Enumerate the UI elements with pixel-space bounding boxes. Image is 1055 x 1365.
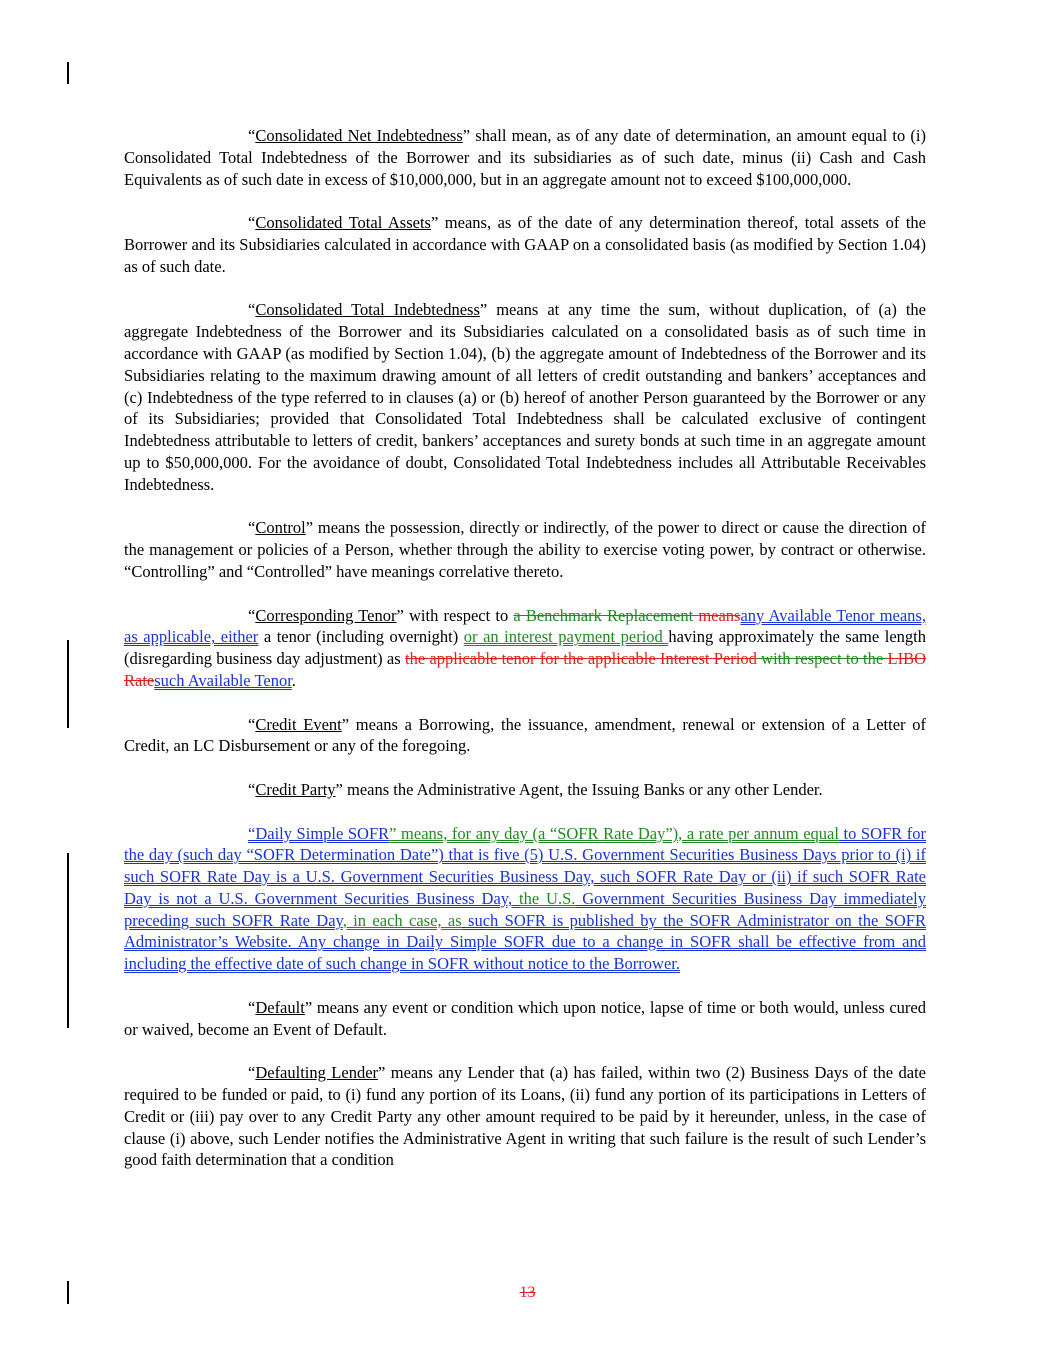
defined-term: Corresponding Tenor bbox=[255, 605, 397, 625]
text-segment: a tenor (including overnight) bbox=[258, 627, 464, 647]
definition-body: ” means at any time the sum, without duplication, of (a) the aggregate Indebtedness of the Borrower and its Subsidiaries calculated on a consolidated basis as of such time in accordance with GAAP (as modified by Section 1.04), (b) the aggregate amount of Indebtedness of the Borrower and its Subsidiaries relating to the maximum drawing amount of all letters of credit outstanding and bankers’ acceptances and (c) Indebtedness of the type referred to in clauses (a) or (b) hereof of another Person guaranteed by the Borrower or any of its Subsidiaries; provided that Consolidated Total Indebtedness shall be calculated exclusive of contingent Indebtedness attributable to letters of credit, bankers’ acceptances and surety bonds at such time in an aggregate amount up to $50,000,000. For the avoidance of doubt, Consolidated Total Indebtedness includes all Attributable Receivables Indebtedness. bbox=[124, 300, 926, 494]
quote-open: “ bbox=[248, 714, 256, 734]
quote-open: “ bbox=[248, 518, 256, 538]
inserted-text: such SOFR is published by the SOFR Administrator on the SOFR Administrator’s Website. Any change in Daily Simple SOFR due to a change in SOFR shall be effective from and including the effective date of such change in SOFR without notice to the Borrower. bbox=[124, 910, 926, 974]
quote-open: “ bbox=[248, 1063, 256, 1083]
text-segment: having approximately the same length (disregarding business day adjustment) as bbox=[124, 627, 926, 669]
definition-consolidated-net-indebtedness bbox=[124, 125, 926, 190]
change-bar-daily-simple-sofr bbox=[67, 853, 69, 1028]
defined-term: Consolidated Total Indebtedness bbox=[255, 300, 480, 320]
definition-body: ” means any Lender that (a) has failed, within two (2) Business Days of the date required to be funded or paid, to (i) fund any portion of its Loans, (ii) fund any portion of its participations in Letters of Credit or (iii) pay over to any Credit Party any other amount required to be paid by it hereunder, unless, in the case of clause (i) above, such Lender notifies the Administrative Agent in writing that such failure is the result of such Lender’s good faith determination that a condition bbox=[124, 1063, 926, 1170]
defined-term: Credit Event bbox=[255, 714, 342, 734]
definition-consolidated-total-assets bbox=[124, 212, 926, 277]
defined-term: Consolidated Total Assets bbox=[255, 213, 431, 233]
text-segment: ” with respect to bbox=[396, 605, 514, 625]
inserted-text: the U.S. bbox=[518, 888, 576, 908]
defined-term: Control bbox=[255, 518, 306, 538]
page-number: 13 bbox=[519, 1284, 536, 1301]
inserted-text: Government Securities Business Day immediately preceding such SOFR Rate Day bbox=[124, 888, 926, 930]
quote-open: “ bbox=[248, 779, 256, 799]
definition-control bbox=[124, 517, 926, 582]
definition-body: ” means any event or condition which upon notice, lapse of time or both would, unless cured or waived, become an Event of Default. bbox=[124, 997, 926, 1039]
quote-open: “ bbox=[248, 300, 256, 320]
definition-body: ” shall mean, as of any date of determination, an amount equal to (i) Consolidated Total Indebtedness of the Borrower and its subsidiaries as of such date, minus (ii) Cash and Cash Equivalents as of such date in excess of $10,000,000, but in an aggregate amount not to exceed $100,000,000. bbox=[124, 126, 926, 189]
inserted-text: to SOFR for the day (such day “SOFR Determination Date”) that is five (5) U.S. Government Securities Business Days prior to (i) if such SOFR Rate Day is a U.S. Government Securities Business Day, such SOFR Rate Day or (ii) if such SOFR Rate Day is not a U.S. Government Securities Business Day, bbox=[124, 823, 926, 908]
change-bar-top bbox=[67, 62, 69, 84]
definition-credit-party bbox=[124, 779, 926, 801]
quote-open: “ bbox=[248, 605, 256, 625]
definition-body: ” means the Administrative Agent, the Issuing Banks or any other Lender. bbox=[335, 779, 823, 799]
definition-credit-event bbox=[124, 714, 926, 758]
inserted-text: ” means, for any day (a “SOFR Rate Day”), a rate per annum equal bbox=[389, 823, 839, 843]
body-text bbox=[124, 125, 926, 1193]
deleted-text: a Benchmark Replacement bbox=[513, 605, 699, 625]
quote-open: “ bbox=[248, 213, 256, 233]
definition-default bbox=[124, 997, 926, 1041]
inserted-text: “Daily Simple SOFR bbox=[248, 823, 390, 843]
defined-term: Credit Party bbox=[255, 779, 336, 799]
definition-defaulting-lender bbox=[124, 1062, 926, 1171]
definition-body: ” means a Borrowing, the issuance, amendment, renewal or extension of a Letter of Credit, an LC Disbursement or any of the foregoing. bbox=[124, 714, 926, 756]
quote-open: “ bbox=[248, 997, 256, 1017]
text-segment: . bbox=[291, 670, 296, 690]
inserted-text: or an interest payment period bbox=[463, 627, 669, 647]
definition-body: ” means the possession, directly or indirectly, of the power to direct or cause the direction of the management or policies of a Person, whether through the ability to exercise voting power, by contract or otherwise. “Controlling” and “Controlled” have meanings correlative thereto. bbox=[124, 518, 926, 581]
inserted-text: , in each case, as bbox=[342, 910, 462, 930]
deleted-text: LIBO Rate bbox=[124, 649, 927, 690]
quote-open: “ bbox=[248, 126, 256, 145]
deleted-text: with respect to the bbox=[756, 649, 888, 669]
inserted-text: any Available Tenor means, as applicable, either bbox=[124, 605, 926, 647]
deleted-text: the applicable tenor for the applicable Interest Period bbox=[404, 649, 757, 669]
defined-term: Default bbox=[255, 997, 305, 1017]
deleted-text: means bbox=[698, 605, 741, 625]
defined-term: Defaulting Lender bbox=[255, 1063, 379, 1083]
definition-corresponding-tenor bbox=[124, 605, 926, 692]
defined-term: Consolidated Net Indebtedness bbox=[255, 126, 463, 145]
definition-body: ” means, as of the date of any determination thereof, total assets of the Borrower and its Subsidiaries calculated in accordance with GAAP on a consolidated basis (as modified by Section 1.04) as of such date. bbox=[124, 213, 926, 276]
definition-consolidated-total-indebtedness bbox=[124, 299, 926, 495]
definition-daily-simple-sofr bbox=[124, 823, 926, 976]
change-bar-corresponding-tenor bbox=[67, 640, 69, 728]
inserted-text: such Available Tenor bbox=[154, 670, 292, 690]
